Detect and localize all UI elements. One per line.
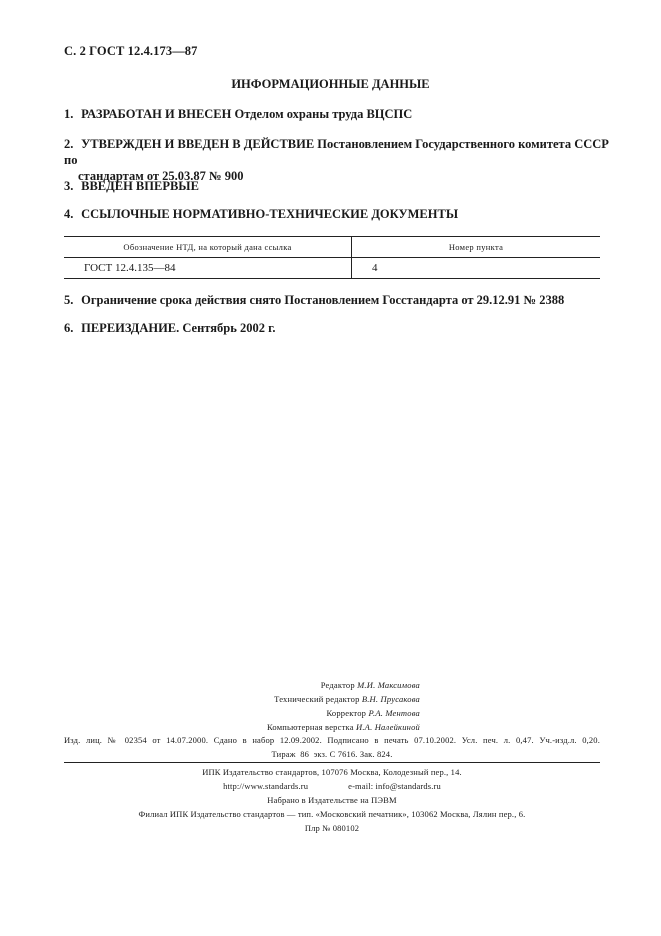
credit-role: Технический редактор bbox=[274, 694, 360, 704]
item-text: ВВЕДЕН ВПЕРВЫЕ bbox=[81, 179, 199, 193]
table-header-row bbox=[64, 237, 600, 258]
item-number: 2. bbox=[64, 137, 74, 151]
item-text-line1: УТВЕРЖДЕН И ВВЕДЕН В ДЕЙСТВИЕ Постановлением Государственного комитета СССР по bbox=[64, 137, 609, 167]
credit-name: Р.А. Ментова bbox=[368, 708, 420, 718]
item-number: 5. bbox=[64, 293, 74, 307]
column-header-document: Обозначение НТД, на который дана ссылка bbox=[64, 237, 352, 258]
printer-line-3: Набрано в Издательстве на ПЭВМ bbox=[267, 795, 397, 805]
info-item-2 bbox=[64, 136, 609, 184]
printer-line-5: Плр № 080102 bbox=[304, 823, 360, 833]
info-item-6 bbox=[64, 320, 609, 336]
email-text: e-mail: info@standards.ru bbox=[348, 781, 441, 791]
info-item-3 bbox=[64, 178, 609, 194]
reference-documents-table bbox=[64, 236, 600, 279]
item-text: ССЫЛОЧНЫЕ НОРМАТИВНО-ТЕХНИЧЕСКИЕ ДОКУМЕНТЫ bbox=[81, 207, 459, 221]
publication-info bbox=[64, 733, 600, 761]
info-item-5 bbox=[64, 292, 609, 308]
item-number: 3. bbox=[64, 179, 74, 193]
item-text: ПЕРЕИЗДАНИЕ. Сентябрь 2002 г. bbox=[81, 321, 276, 335]
divider bbox=[64, 762, 600, 763]
item-text-line2: стандартам от 25.03.87 № 900 bbox=[78, 169, 244, 183]
page-header: С. 2 ГОСТ 12.4.173—87 bbox=[64, 44, 198, 58]
credit-line bbox=[220, 706, 420, 720]
credits-block bbox=[220, 678, 420, 734]
credit-role: Компьютерная верстка bbox=[266, 722, 354, 732]
column-header-clause: Номер пункта bbox=[352, 237, 601, 258]
website-link: http://www.standards.ru bbox=[223, 781, 309, 791]
printer-line-4: Филиал ИПК Издательство стандартов — тип. «Московский печатник», 103062 Москва, Лялин пер., 6. bbox=[138, 809, 526, 819]
cell-clause: 4 bbox=[372, 262, 378, 274]
publication-line-2: Тираж 86 экз. С 7616. Зак. 824. bbox=[271, 749, 393, 759]
publication-line-1: Изд. лиц. № 02354 от 14.07.2000. Сдано в набор 12.09.2002. Подписано в печать 07.10.2002. Усл. печ. л. 0,47. Уч.-изд.л. 0,20. bbox=[64, 735, 600, 745]
cell-document: ГОСТ 12.4.135—84 bbox=[64, 258, 352, 279]
item-number: 1. bbox=[64, 107, 74, 121]
credit-name: И.А. Налейкиной bbox=[356, 722, 420, 732]
printer-info bbox=[64, 765, 600, 835]
item-text: РАЗРАБОТАН И ВНЕСЕН Отделом охраны труда ВЦСПС bbox=[81, 107, 413, 121]
info-item-4 bbox=[64, 206, 609, 222]
printer-line-1: ИПК Издательство стандартов, 107076 Москва, Колодезный пер., 14. bbox=[202, 767, 462, 777]
document-title: ИНФОРМАЦИОННЫЕ ДАННЫЕ bbox=[231, 77, 430, 91]
credit-role: Корректор bbox=[326, 708, 367, 718]
item-number: 4. bbox=[64, 207, 74, 221]
table-row bbox=[64, 258, 600, 279]
item-text: Ограничение срока действия снято Постановлением Госстандарта от 29.12.91 № 2388 bbox=[81, 293, 565, 307]
credit-name: М.И. Максимова bbox=[357, 680, 420, 690]
credit-line bbox=[220, 678, 420, 692]
item-number: 6. bbox=[64, 321, 74, 335]
credit-line bbox=[220, 692, 420, 706]
credit-name: В.Н. Прусакова bbox=[361, 694, 420, 704]
printer-contacts bbox=[64, 779, 600, 793]
credit-role: Редактор bbox=[320, 680, 355, 690]
credit-line bbox=[220, 720, 420, 734]
info-item-1 bbox=[64, 106, 609, 122]
